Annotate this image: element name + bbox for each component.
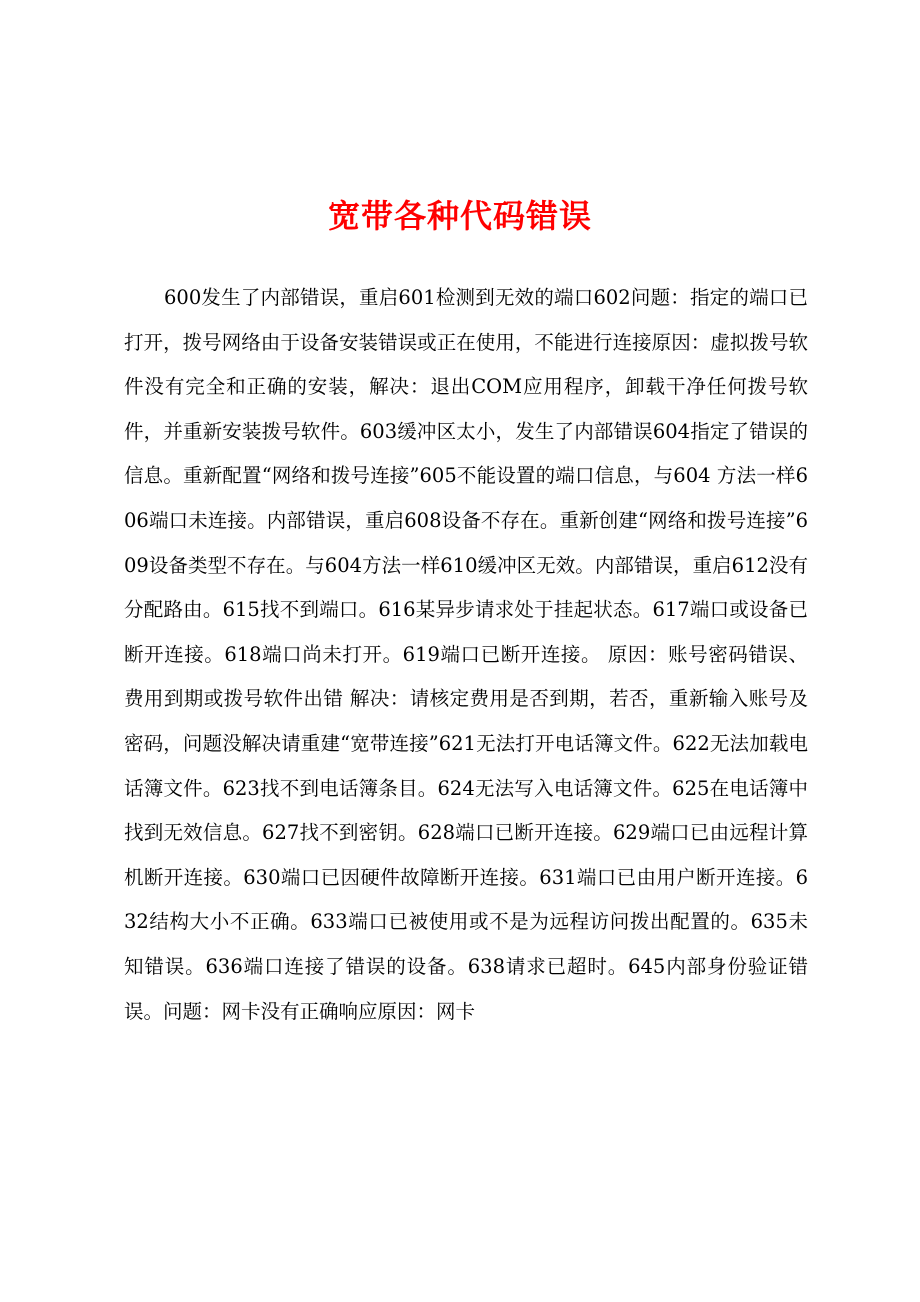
document-title: 宽带各种代码错误 <box>327 197 592 235</box>
document-body-paragraph: 600发生了内部错误，重启601检测到无效的端口602问题：指定的端口已打开，拨号网络由于设备安装错误或正在使用，不能进行连接原因：虚拟拨号软件没有完全和正确的安装，解决：退出COM应用程序，卸载干净任何拨号软件，并重新安装拨号软件。603缓冲区太小，发生了内部错误604指定了错误的信息。重新配置“网络和拨号连接”605不能设置的端口信息，与604 方法一样606端口未连接。内部错误，重启608设备不存在。重新创建“网络和拨号连接”609设备类型不存在。与604方法一样610缓冲区无效。内部错误，重启612没有分配路由。615找不到端口。616某异步请求处于挂起状态。617端口或设备已断开连接。618端口尚未打开。619端口已断开连接。 原因：账号密码错误、费用到期或拨号软件出错 解决：请核定费用是否到期，若否，重新输入账号及密码，问题没解决请重建“宽带连接”621无法打开电话簿文件。622无法加载电话簿文件。623找不到电话簿条目。624无法写入电话簿文件。625在电话簿中找到无效信息。627找不到密钥。628端口已断开连接。629端口已由远程计算机断开连接。630端口已因硬件故障断开连接。631端口已由用户断开连接。632结构大小不正确。633端口已被使用或不是为远程访问拨出配置的。635未知错误。636端口连接了错误的设备。638请求已超时。645内部身份验证错误。问题：网卡没有正确响应原因：网卡 <box>124 286 808 1023</box>
